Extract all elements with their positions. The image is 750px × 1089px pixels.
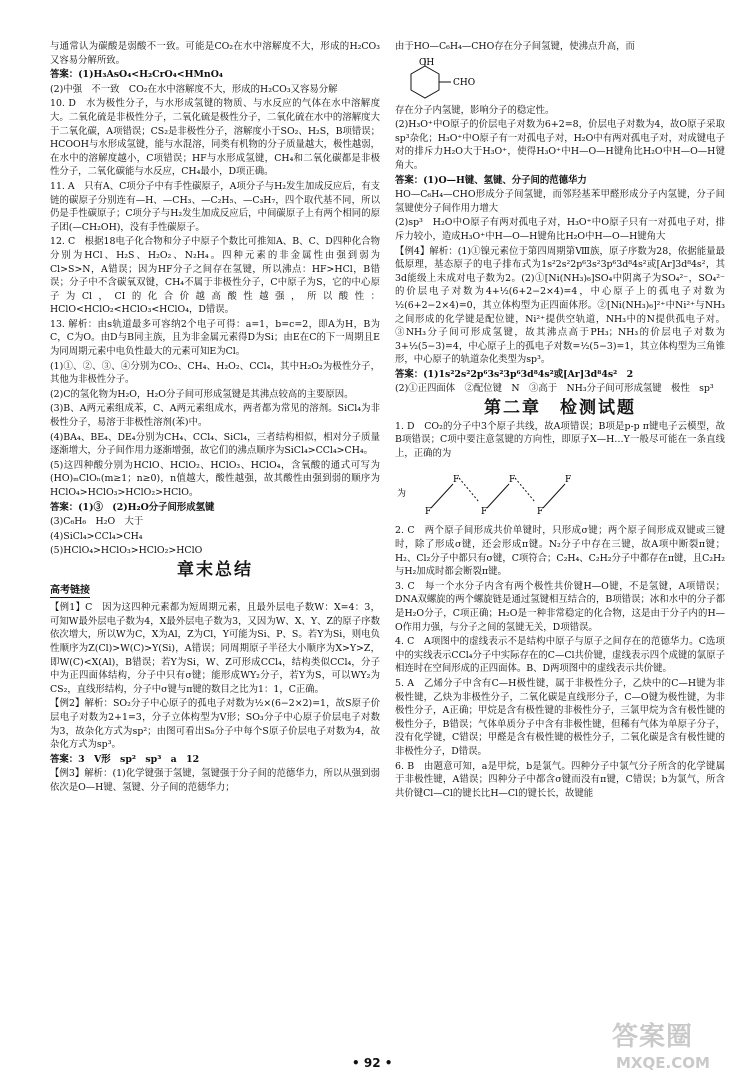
paragraph: (2)H₃O⁺中O原子的价层电子对数为6+2=8，价层电子对数为4，故O原子采取sp³杂化；H₃O⁺中O原子有一对孤电子对，H₂O中有两对孤电子对，对成键电子对的排斥力H₂O大于H₃O⁺，使得H₃O⁺中H—O—H键角比H₂O中H—O—H键角大。 [395, 119, 725, 171]
cho-label: CHO [453, 77, 476, 88]
right-column [395, 40, 725, 801]
answer-line: 答案：(1)③ (2)H₂O分子间形成氢键 [50, 501, 215, 513]
paragraph: (4)BA₄、BE₄、DE₄分别为CH₄、CCl₄、SiCl₄，三者结构相似，相对分子质量逐渐增大，分子间作用力逐渐增强，故它们的沸点顺序为SiCl₄>CCl₄>CH₄。 [50, 431, 380, 457]
question-10: 10. D 水为极性分子，与水形成氢键的物质、与水反应的气体在水中溶解度大。二氧化硫是非极性分子，二氧化硫是极性分子，二氧化硫在水中的溶解度大于二氧化碳，A项错误；CS₂是非极性分子，溶解度小于SO₂、H₂S，B项错误；HCOOH与水形成氢键，能与水混溶，同类有机物的分子质量越大，极性越弱，在水中的溶解度越小，C项错误；HF与水形成氢键，CH₄和二氧化碳都是非极性分子，二氧化碳能与水反应，CH₄最小，D项正确。 [50, 98, 380, 178]
example-3: 【例3】解析：(1)化学键强于氢键，氢键强于分子间的范德华力，所以从强到弱依次是O—H键、氢键、分子间的范德华力； [50, 768, 380, 793]
question-4: 4. C A项图中的虚线表示不是结构中原子与原子之间存在的范德华力。C选项中的实线表示CCl₄分子中实际存在的C—Cl共价键，虚线表示四个成键的氯原子相连时在空间形成的正四面体。B、D两项图中的虚线表示共价键。 [395, 636, 725, 675]
answer-line: (4)SiCl₄>CCl₄>CH₄ [50, 530, 143, 542]
answer-line: (2)①正四面体 ②配位键 N ③高于 NH₃分子间可形成氢键 极性 sp³ [395, 383, 714, 395]
example-1: 【例1】C 因为这四种元素都为短周期元素，且最外层电子数W：X=4：3，可知W最外层电子数为4，X最外层电子数为3，又因为W、X、Y、Z的原子序数依次增大，所以W为C，X为Al，Z为Cl，Y可能为Si、P、S。若Y为Si，则电负性顺序为Z(Cl)>W(C)>Y(Si)，A错误；同周期原子半径大小顺序为X>Y>Z，即W(C)<X(Al)，B错误；若Y为Si，W、Z可形成CCl₄，结构类似CCl₄，分子中为正四面体结构，分子中只有σ键；能形成WY₂分子，若Y为S，可以WY₂为CS₂，直线形结构，分子中σ键与π键的数目之比为1：1，C正确。 [50, 602, 380, 695]
f-atom: F [425, 507, 432, 518]
watermark-url: MXQE.COM [616, 1054, 710, 1072]
answer-line: (2)sp³ H₂O中O原子有两对孤电子对，H₃O⁺中O原子只有一对孤电子对，排斥力较小，造成H₃O⁺中H—O—H键角比H₂O中H—O—H键角大 [395, 217, 725, 242]
question-13: 13. 解析：由s轨道最多可容纳2个电子可得：a=1，b=c=2，即A为H，B为C，C为O。由D与B同主族，且为非金属元素得D为Si；由E在C的下一周期且E为同周期元素中电负性最大的元素可知E为Cl。 [50, 318, 380, 358]
question-11: 11. A 只有A、C项分子中有手性碳原子，A项分子与H₂发生加成反应后，有支链的碳原子分别连有—H、—CH₃、—C₂H₅、—C₃H₇，四个取代基不同，所以仍是手性碳原子；C项分子与H₂发生加成反应后，中间碳原子上有两个相同的原子团(—CH₂OH)，没有手性碳原子。 [50, 180, 380, 233]
f-atom: F [537, 507, 544, 518]
paragraph: (2)C的氢化物为H₂O，H₂O分子间可形成氢键是其沸点较高的主要原因。 [50, 388, 354, 400]
paragraph: (3)B、A两元素组成苯，C、A两元素组成水，两者都为常见的溶剂。SiCl₄为非极性分子，易溶于非极性溶剂(苯)中。 [50, 403, 380, 429]
f-atom: F [481, 507, 488, 518]
paragraph: 由于HO—C₆H₄—CHO存在分子间氢键，使沸点升高，而 [395, 41, 635, 52]
question-5: 5. A 乙烯分子中含有C—H极性键，属于非极性分子，乙炔中的C—H键为非极性键，乙炔为非极性分子，二氧化碳是直线形分子，C—O键为极性键，为非极性分子，A正确；甲烷是含有极性键的非极性分子，三氯甲烷为含有极性键的极性分子，B错误；气体单质分子中含有非极性键，但稀有气体为单原子分子，没有化学键，C错误；甲醛是含有极性键的极性分子，二氧化碳是含有极性键的非极性分子，D错误。 [395, 677, 725, 757]
question-12: 12. C 根据18电子化合物和分子中原子个数比可推知A、B、C、D四种化合物分别为HCl、H₂S、H₂O₂、N₂H₄。四种元素的非金属性由强到弱为Cl>S>N，A错误；因为HF分子之间存在氢键，所以沸点：HF>HCl，B错误；分子中不含碳氧双键，CH₄不属于非极性分子，C中原子为S，它的中心原子为Cl，CI的化合价越高酸性越强，所以酸性：HClO<HClO₂<HClO₃<HClO₄，D错误。 [50, 236, 380, 316]
watermark-logo: 答案圈 [612, 1022, 694, 1052]
example-4: 【例4】解析：(1)①镍元素位于第四周期第Ⅷ族，原子序数为28，依据能量最低原理，基态原子的电子排布式为1s²2s²2p⁶3s²3p⁶3d⁸4s²或[Ar]3d⁸4s²，其3d能级上未成对电子数为2。(2)①[Ni(NH₃)₆]SO₄中阴离子为SO₄²⁻，SO₄²⁻的价层电子对数为4+½(6+2−2×4)=4，中心原子上的孤电子对数为½(6+2−2×4)=0，其立体构型为正四面体形。②[Ni(NH₃)₆]²⁺中Ni²⁺与NH₃之间形成的化学键是配位键，Ni²⁺提供空轨道，NH₃中的N提供孤电子对。③NH₃分子间可形成氢键，故其沸点高于PH₃；NH₃的价层电子对数为3+½(5−3)=4，中心原子上的孤电子对数=½(5−3)=1，其立体构型为三角锥形，中心原子的轨道杂化类型为sp³。 [395, 245, 725, 366]
answer-line: (3)C₆H₆ H₂O 大于 [50, 516, 144, 528]
left-column [50, 40, 380, 795]
hf-chain-icon [395, 462, 715, 522]
wei-label: 为 [397, 489, 407, 500]
answer-line: 答案：3 V形 sp² sp³ a 12 [50, 753, 200, 765]
example-2: 【例2】解析：SO₂分子中心原子的孤电子对数为½×(6−2×2)=1，故S原子价层电子对数为2+1=3，分子立体构型为V形；SO₃分子中心原子价层电子对数为3，故杂化方式为sp²；由图可看出S₈分子中每个S原子价层电子对数为4，故杂化方式为sp³。 [50, 698, 380, 751]
paragraph: 存在分子内氢键，影响分子的稳定性。 [395, 104, 555, 116]
benzene-ring-icon [395, 56, 555, 102]
page-number: • 92 • [352, 1056, 393, 1070]
subsection-heading: 高考链接 [50, 584, 90, 599]
paragraph: (5)这四种酸分别为HClO、HClO₂、HClO₃、HClO₄，含氧酸的通式可写为(HO)ₘClOₙ(m≥1；n≥0)，n值越大，酸性越强，故其酸性由强到弱的顺序为HClO₄>HClO₃>HClO₂>HClO。 [50, 459, 380, 498]
section-title: 章末总结 [177, 559, 253, 580]
question-6: 6. B 由题意可知，a是甲烷，b是氯气。四种分子中氯气分子所含的化学键属于非极性键，A错误；四种分子中都含σ键而没有π键，C错误；b为氯气，所含共价键Cl—Cl的键长比H—Cl的键长长，故键能 [395, 760, 725, 799]
oh-label: OH [419, 57, 435, 68]
answer-line: 答案：(1)O—H键、氢键、分子间的范德华力 [395, 174, 587, 186]
paragraph: (1)①、②、③、④分别为CO₂、CH₄、H₂O₂、CCl₄，其中H₂O₂为极性分子，其他为非极性分子。 [50, 360, 380, 386]
f-atom: F [453, 475, 460, 486]
paragraph: 与通常认为碳酸是弱酸不一致。可能是CO₂在水中溶解度不大，形成的H₂CO₃又容易分解所致。 [50, 41, 380, 66]
section-title: 第二章 检测试题 [484, 398, 636, 419]
question-3: 3. C 每一个水分子内含有两个极性共价键H—O键，不是氢键，A项错误；DNA双螺旋的两个螺旋链是通过氢键相互结合的，B项错误；冰和水中的分子都是H₂O分子，C项正确；H₂O是一种非常稳定的化合物，这是由于分子内的H—O作用力强，与分子之间的氢键无关，D项错误。 [395, 580, 725, 633]
question-1: 1. D CO₂的分子中3个原子共线，故A项错误；B项是p-p π键电子云模型，故B项错误；C项中要注意氢键的方向性，即原子X—H…Y一般尽可能在一条直线上，正确的为 [395, 420, 725, 459]
answer-line: 答案：(1)H₃AsO₄<H₂CrO₄<HMnO₄ [50, 69, 223, 81]
salicylaldehyde-structure [395, 56, 725, 102]
hydrogen-bond-chain-diagram [395, 462, 725, 522]
answer-line: 答案：(1)1s²2s²2p⁶3s²3p⁶3d⁸4s²或[Ar]3d⁸4s² 2 [395, 368, 634, 380]
f-atom: F [509, 475, 516, 486]
answer-line: (2)中强 不一致 CO₂在水中溶解度不大，形成的H₂CO₃又容易分解 [50, 83, 338, 95]
answer-line: HO—C₆H₄—CHO形成分子间氢键，而邻羟基苯甲醛形成分子内氢键，分子间氢键使分子间作用力增大 [395, 189, 725, 214]
answer-line: (5)HClO₄>HClO₃>HClO₂>HClO [50, 545, 203, 557]
question-2: 2. C 两个原子间形成共价单键时，只形成σ键；两个原子间形成双键或三键时，除了形成σ键，还会形成π键。N₂分子中存在三键，故A项中断裂π键；H₂、Cl₂分子中都只有σ键，C项符合；C₂H₄、C₂H₂分子中都存在π键，且C₂H₂与H₂加成时都会断裂π键。 [395, 525, 725, 578]
f-atom: F [565, 475, 572, 486]
